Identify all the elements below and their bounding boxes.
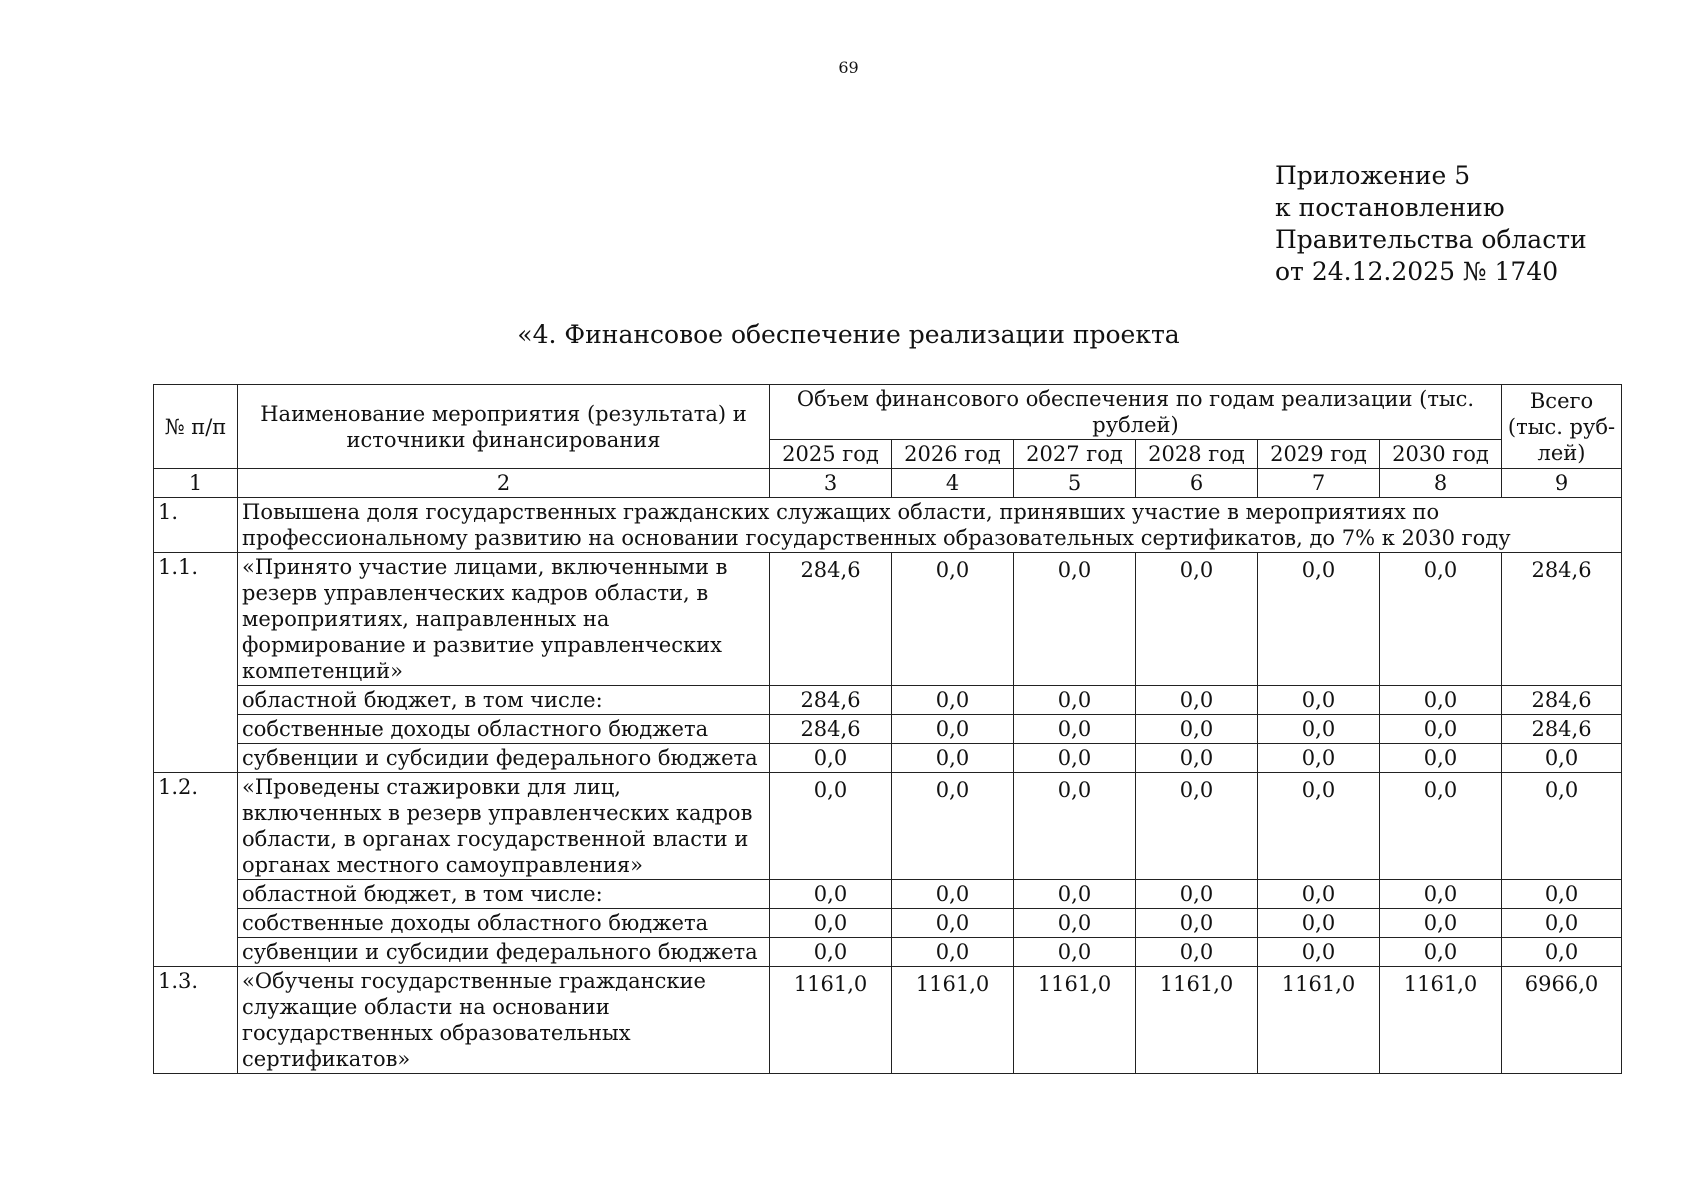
item-num: 1.1.: [154, 553, 238, 773]
cell-value: 0,0: [892, 553, 1014, 686]
appendix-block: [1275, 160, 1587, 288]
cell-value: 0,0: [1014, 744, 1136, 773]
header-year: 2026 год: [892, 440, 1014, 469]
appendix-line: от 24.12.2025 № 1740: [1275, 257, 1559, 286]
cell-value: 0,0: [892, 715, 1014, 744]
header-volume: Объем финансового обеспечения по годам реализации (тыс. рублей): [770, 385, 1502, 440]
header-name: Наименование мероприятия (результата) и источники финансирования: [238, 385, 770, 469]
cell-value: 0,0: [1258, 553, 1380, 686]
cell-value: 0,0: [1258, 744, 1380, 773]
cell-value: 0,0: [1258, 773, 1380, 880]
cell-value: 0,0: [1258, 715, 1380, 744]
col-number: 8: [1380, 469, 1502, 498]
header-year: 2028 год: [1136, 440, 1258, 469]
cell-value: 0,0: [1014, 909, 1136, 938]
item-num: 1.2.: [154, 773, 238, 967]
goal-num: 1.: [154, 498, 238, 553]
item-num: 1.3.: [154, 967, 238, 1074]
col-number: 6: [1136, 469, 1258, 498]
table-row: [154, 938, 1622, 967]
table-row: [154, 715, 1622, 744]
table-row: [154, 744, 1622, 773]
cell-value: 0,0: [1380, 909, 1502, 938]
col-number: 9: [1502, 469, 1622, 498]
cell-value: 1161,0: [770, 967, 892, 1074]
cell-total: 0,0: [1502, 880, 1622, 909]
cell-total: 0,0: [1502, 909, 1622, 938]
cell-value: 0,0: [1380, 744, 1502, 773]
cell-value: 0,0: [1014, 773, 1136, 880]
cell-value: 0,0: [1136, 938, 1258, 967]
cell-value: 0,0: [1136, 880, 1258, 909]
header-num: № п/п: [154, 385, 238, 469]
table-row: [154, 553, 1622, 686]
header-total: Всего (тыс. руб-лей): [1502, 385, 1622, 469]
row-label: субвенции и субсидии федерального бюджета: [238, 938, 770, 967]
goal-text: Повышена доля государственных гражданских служащих области, принявших участие в мероприятиях по профессиональному развитию на основании государственных образовательных сертификатов, до 7% к 2030 году: [238, 498, 1622, 553]
appendix-line: Правительства области: [1275, 225, 1587, 254]
table-row: [154, 909, 1622, 938]
cell-value: 0,0: [1258, 909, 1380, 938]
cell-value: 0,0: [1014, 553, 1136, 686]
col-number: 3: [770, 469, 892, 498]
table-row: [154, 967, 1622, 1074]
cell-value: 284,6: [770, 715, 892, 744]
cell-value: 0,0: [1380, 553, 1502, 686]
col-number: 7: [1258, 469, 1380, 498]
table-row: [154, 773, 1622, 880]
cell-value: 284,6: [770, 553, 892, 686]
cell-value: 0,0: [770, 909, 892, 938]
col-number: 2: [238, 469, 770, 498]
section-title: «4. Финансовое обеспечение реализации проекта: [517, 320, 1180, 349]
cell-value: 0,0: [770, 880, 892, 909]
goal-row: [154, 498, 1622, 553]
row-label: областной бюджет, в том числе:: [238, 686, 770, 715]
cell-value: 0,0: [1380, 938, 1502, 967]
cell-value: 0,0: [892, 686, 1014, 715]
cell-total: 284,6: [1502, 553, 1622, 686]
cell-value: 0,0: [770, 744, 892, 773]
cell-value: 0,0: [1136, 686, 1258, 715]
cell-value: 0,0: [1014, 880, 1136, 909]
cell-value: 0,0: [892, 938, 1014, 967]
financing-table: [153, 384, 1622, 1074]
cell-value: 0,0: [1258, 938, 1380, 967]
cell-total: 0,0: [1502, 938, 1622, 967]
page-number: 69: [838, 58, 859, 77]
cell-value: 0,0: [1014, 715, 1136, 744]
cell-value: 0,0: [1258, 880, 1380, 909]
col-number: 5: [1014, 469, 1136, 498]
appendix-line: Приложение 5: [1275, 161, 1471, 190]
cell-total: 284,6: [1502, 686, 1622, 715]
header-year: 2029 год: [1258, 440, 1380, 469]
cell-value: 0,0: [1136, 715, 1258, 744]
row-label: «Принято участие лицами, включенными в резерв управленческих кадров области, в мероприятиях, направленных на формирование и развитие управленческих компетенций»: [238, 553, 770, 686]
cell-value: 0,0: [1258, 686, 1380, 715]
cell-value: 0,0: [892, 744, 1014, 773]
cell-value: 1161,0: [1380, 967, 1502, 1074]
table-row: [154, 880, 1622, 909]
col-number: 4: [892, 469, 1014, 498]
cell-value: 0,0: [892, 880, 1014, 909]
table-row: [154, 686, 1622, 715]
col-number: 1: [154, 469, 238, 498]
row-label: «Обучены государственные гражданские служащие области на основании государственных образовательных сертификатов»: [238, 967, 770, 1074]
cell-value: 1161,0: [892, 967, 1014, 1074]
cell-value: 0,0: [1136, 553, 1258, 686]
cell-value: 0,0: [1014, 938, 1136, 967]
cell-value: 1161,0: [1014, 967, 1136, 1074]
cell-total: 0,0: [1502, 773, 1622, 880]
cell-value: 1161,0: [1136, 967, 1258, 1074]
cell-value: 0,0: [1380, 715, 1502, 744]
cell-value: 0,0: [892, 909, 1014, 938]
column-number-row: [154, 469, 1622, 498]
cell-value: 0,0: [1014, 686, 1136, 715]
row-label: областной бюджет, в том числе:: [238, 880, 770, 909]
header-year: 2025 год: [770, 440, 892, 469]
row-label: собственные доходы областного бюджета: [238, 715, 770, 744]
cell-value: 0,0: [1380, 773, 1502, 880]
cell-value: 0,0: [1380, 880, 1502, 909]
cell-value: 0,0: [1136, 773, 1258, 880]
cell-value: 0,0: [1380, 686, 1502, 715]
cell-total: 0,0: [1502, 744, 1622, 773]
cell-value: 0,0: [770, 773, 892, 880]
cell-value: 0,0: [770, 938, 892, 967]
cell-value: 1161,0: [1258, 967, 1380, 1074]
header-year: 2030 год: [1380, 440, 1502, 469]
header-year: 2027 год: [1014, 440, 1136, 469]
cell-total: 284,6: [1502, 715, 1622, 744]
cell-total: 6966,0: [1502, 967, 1622, 1074]
cell-value: 0,0: [892, 773, 1014, 880]
cell-value: 0,0: [1136, 744, 1258, 773]
appendix-line: к постановлению: [1275, 193, 1505, 222]
row-label: собственные доходы областного бюджета: [238, 909, 770, 938]
cell-value: 0,0: [1136, 909, 1258, 938]
row-label: «Проведены стажировки для лиц, включенных в резерв управленческих кадров области, в органах государственной власти и органах местного самоуправления»: [238, 773, 770, 880]
row-label: субвенции и субсидии федерального бюджета: [238, 744, 770, 773]
cell-value: 284,6: [770, 686, 892, 715]
